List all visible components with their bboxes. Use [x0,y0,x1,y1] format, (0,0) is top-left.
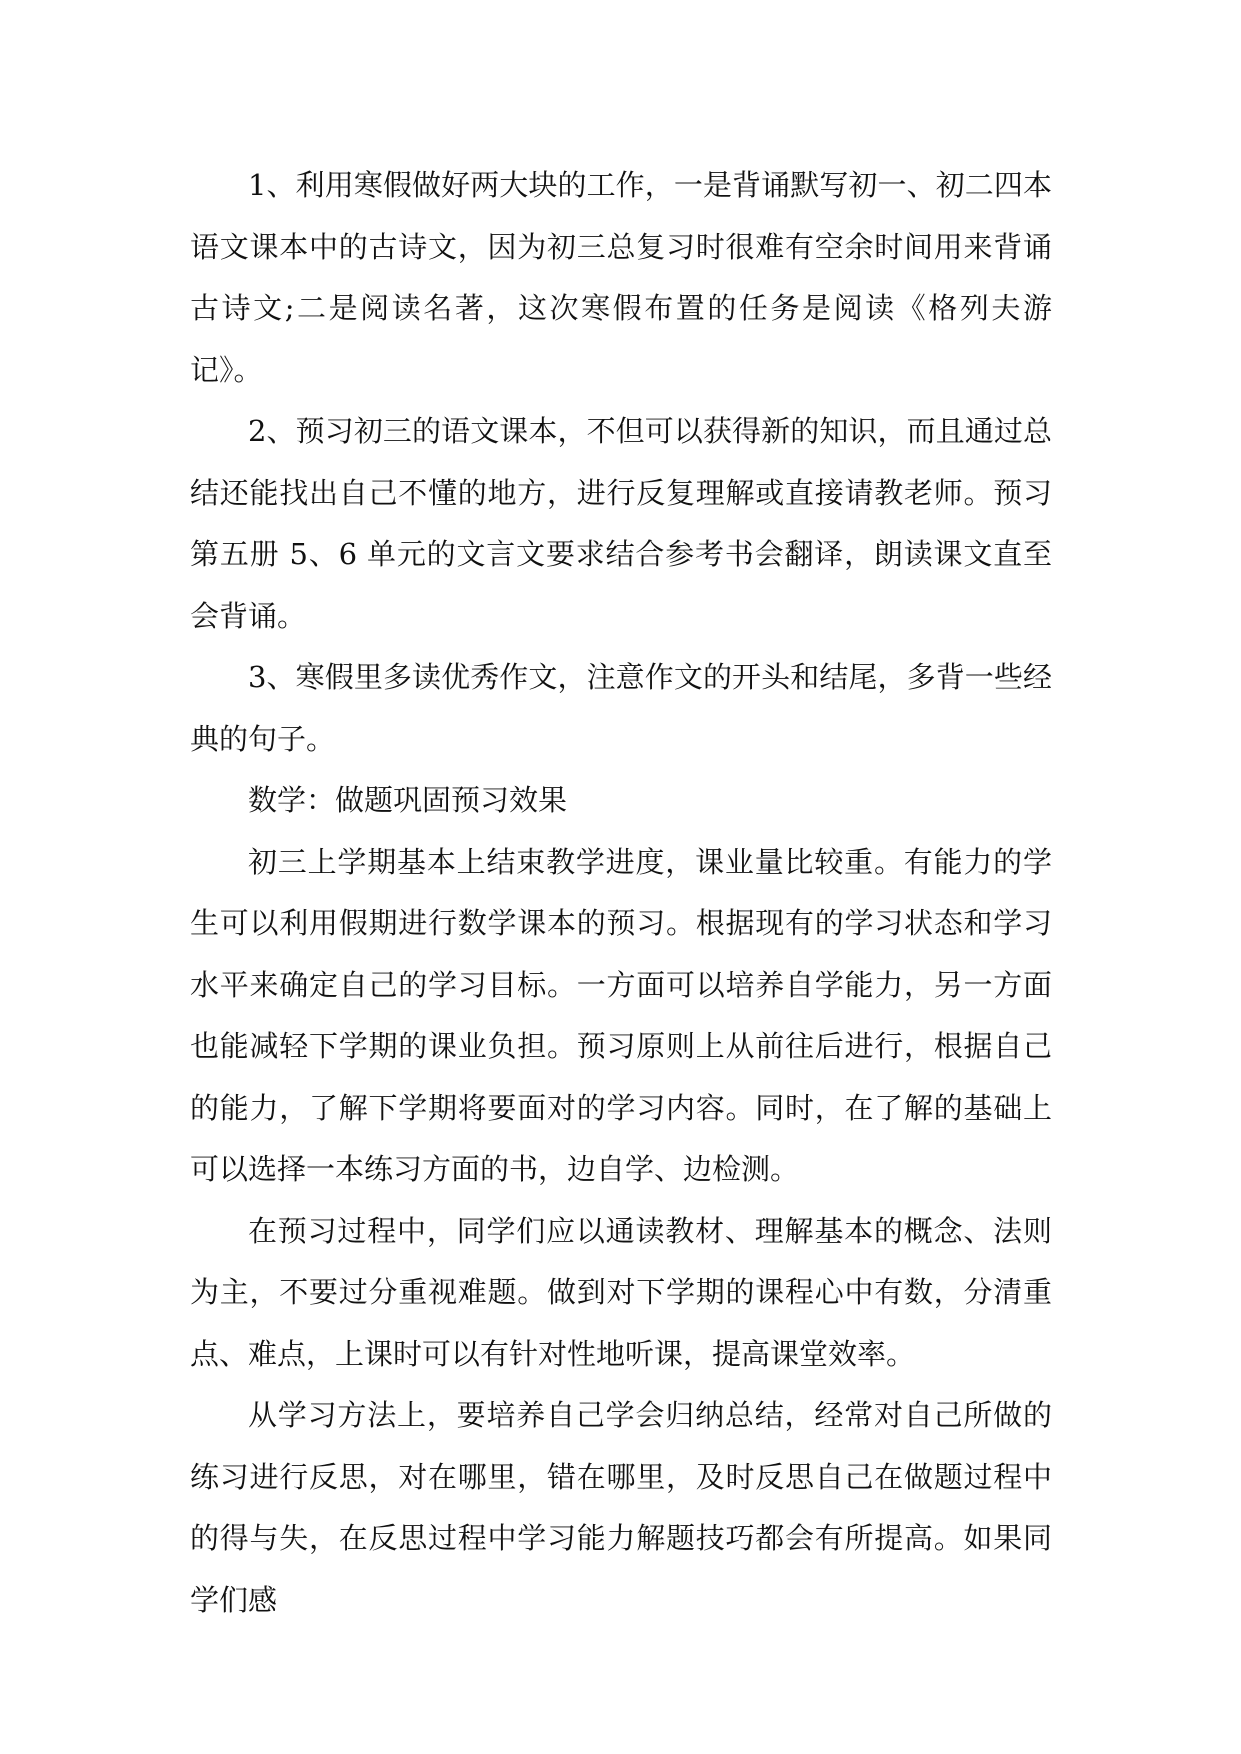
paragraph-math-method: 从学习方法上，要培养自己学会归纳总结，经常对自己所做的练习进行反思，对在哪里，错在哪里，及时反思自己在做题过程中的得与失，在反思过程中学习能力解题技巧都会有所提高。如果同学们感 [190,1398,1052,1617]
paragraph-math-preview: 在预习过程中，同学们应以通读教材、理解基本的概念、法则为主，不要过分重视难题。做到对下学期的课程心中有数，分清重点、难点，上课时可以有针对性地听课，提高课堂效率。 [190,1213,1052,1371]
paragraph-math-intro: 初三上学期基本上结束教学进度，课业量比较重。有能力的学生可以利用假期进行数学课本的预习。根据现有的学习状态和学习水平来确定自己的学习目标。一方面可以培养自学能力，另一方面也能减轻下学期的课业负担。预习原则上从前往后进行，根据自己的能力，了解下学期将要面对的学习内容。同时，在了解的基础上可以选择一本练习方面的书，边自学、边检测。 [190,844,1052,1186]
document-body [190,155,1052,1631]
section-heading-math: 数学：做题巩固预习效果 [248,783,568,817]
paragraph-chinese-item-3: 3、寒假里多读优秀作文，注意作文的开头和结尾，多背一些经典的句子。 [190,660,1052,756]
paragraph-chinese-item-2: 2、预习初三的语文课本，不但可以获得新的知识，而且通过总结还能找出自己不懂的地方，进行反复理解或直接请教老师。预习第五册 5、6 单元的文言文要求结合参考书会翻译，朗读课文直至会背诵。 [190,414,1052,633]
paragraph-chinese-item-1: 1、利用寒假做好两大块的工作，一是背诵默写初一、初二四本语文课本中的古诗文，因为初三总复习时很难有空余时间用来背诵古诗文;二是阅读名著，这次寒假布置的任务是阅读《格列夫游记》。 [190,168,1052,387]
